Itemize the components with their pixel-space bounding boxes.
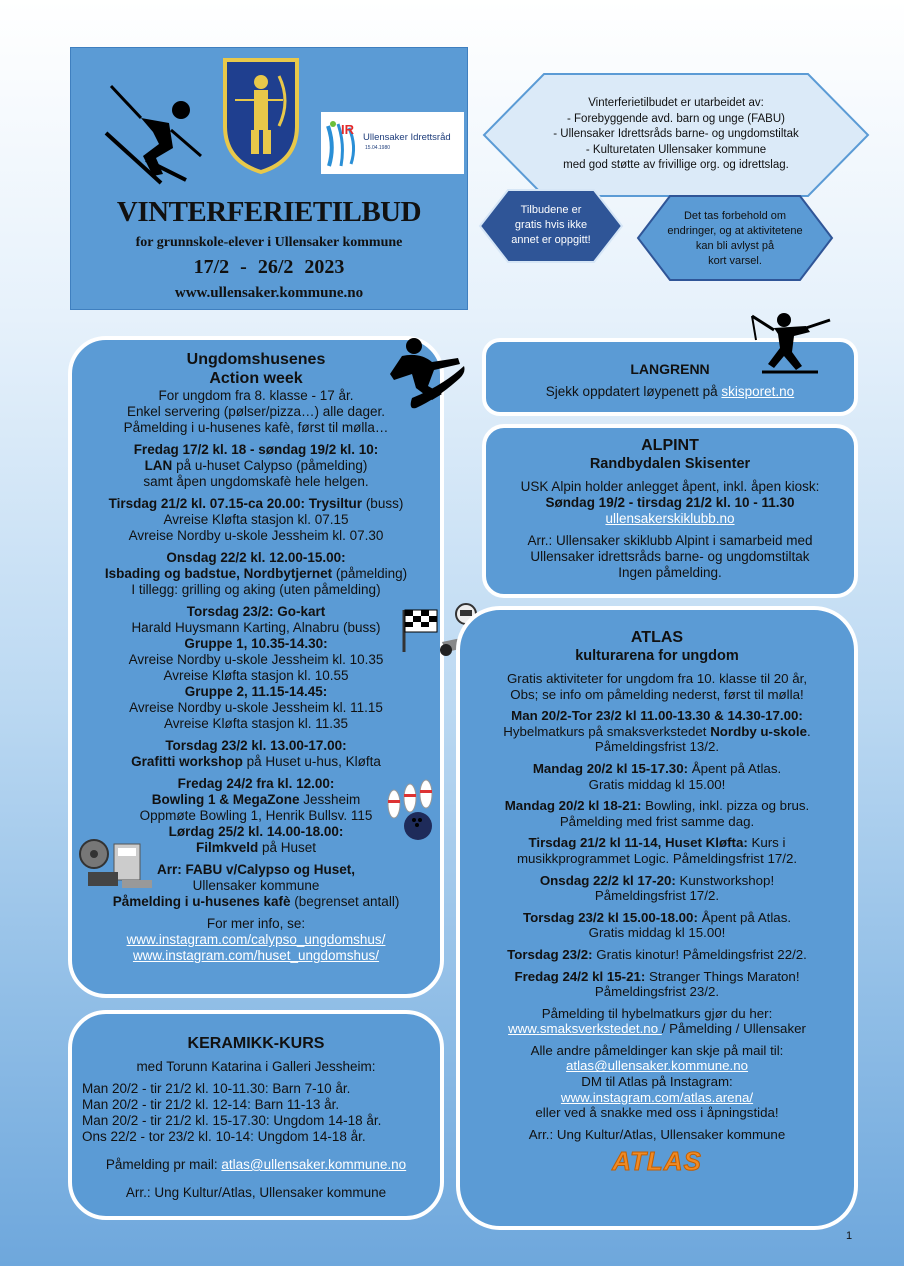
event-line [72, 566, 440, 582]
event-line [460, 724, 854, 740]
event-bold: Isbading og badstue, Nordbytjernet [104, 566, 333, 581]
event-heading: Mandag 20/2 kl 15-17.30: [532, 760, 689, 776]
event-line: Avreise Nordby u-skole Jessheim kl. 10.35 [128, 652, 384, 667]
event-text: (buss) [362, 496, 404, 511]
smaksverkstedet-link[interactable]: www.smaksverkstedet.no [508, 1021, 662, 1037]
info-organizers-hexagon [482, 72, 870, 198]
snowboarder-icon [372, 336, 466, 414]
bowling-icon [382, 776, 442, 842]
keramikk-panel [68, 1010, 444, 1220]
event-text: Kurs i [747, 835, 786, 851]
event-line: Påmeldingsfrist 17/2. [594, 888, 720, 904]
page-title: VINTERFERIETILBUD [116, 196, 422, 228]
event-line: Avreise Nordby u-skole Jessheim kl. 11.15 [129, 700, 383, 715]
panel-subtitle: med Torunn Katarina i Galleri Jessheim: [136, 1059, 376, 1074]
event-heading: Fredag 24/2 kl 15-21: [514, 968, 646, 984]
intro-line: Enkel servering (pølser/pizza…) alle dager. [126, 404, 386, 419]
info-line: annet er oppgitt! [511, 234, 591, 246]
panel-title: LANGRENN [630, 361, 710, 377]
alpint-panel [482, 424, 858, 598]
event-line: Avreise Kløfta stasjon kl. 07.15 [163, 512, 349, 527]
event-line: musikkprogrammet Logic. Påmeldingsfrist 17/2. [516, 850, 798, 866]
event-text: på Huset [258, 840, 317, 855]
calypso-instagram-link[interactable]: www.instagram.com/calypso_ungdomshus/ [126, 932, 386, 947]
panel-title: Action week [209, 370, 303, 387]
organizer-line [72, 894, 440, 910]
idrettsrad-figures-icon [323, 116, 363, 170]
event-heading: Tirsdag 21/2 kl. 07.15-ca 20.00: Trysiltur [108, 496, 363, 511]
event-text: (begrenset antall) [290, 894, 400, 909]
event-line: samt åpen ungdomskafè hele helgen. [143, 474, 369, 489]
alpint-hours: Søndag 19/2 - tirsdag 21/2 kl. 10 - 11.30 [545, 495, 795, 510]
atlas-email-link[interactable]: atlas@ullensaker.kommune.no [565, 1058, 749, 1074]
event-bold: LAN [144, 458, 173, 473]
event-line [72, 496, 440, 512]
page-subtitle: for grunnskole-elever i Ullensaker kommune [135, 235, 403, 250]
svg-text:IR: IR [341, 122, 354, 137]
event-heading: Gruppe 2, 11.15-14.45: [184, 684, 328, 699]
event-text: Åpent på Atlas. [697, 909, 792, 925]
header-banner [70, 47, 468, 310]
event-text: (påmelding) [332, 566, 408, 581]
event-bold: Grafitti workshop [131, 754, 243, 769]
panel-title: ALPINT [641, 437, 699, 454]
signup-line: Alle andre påmeldinger kan skje på mail til: [530, 1042, 784, 1058]
event-line [460, 947, 854, 963]
signup-line: eller ved å snakke med oss i åpningstida! [535, 1105, 779, 1121]
langrenn-text: Sjekk oppdatert løypenett på [545, 384, 722, 399]
course-row: Man 20/2 - tir 21/2 kl. 15-17.30: Ungdom 14-18 år. [82, 1113, 382, 1128]
intro-line: Obs; se info om påmelding nederst, først til mølla! [510, 686, 804, 702]
film-projector-icon [78, 836, 158, 892]
event-line [460, 910, 854, 926]
event-line: Påmelding med frist samme dag. [559, 813, 755, 829]
course-row: Ons 22/2 - tor 23/2 kl. 10-14: Ungdom 14-18 år. [82, 1129, 366, 1144]
signup-label: Påmelding pr mail: [105, 1157, 222, 1172]
info-free-hexagon [478, 188, 624, 264]
panel-subtitle: Randbydalen Skisenter [589, 456, 751, 472]
event-heading: Fredag 17/2 kl. 18 - søndag 19/2 kl. 10: [133, 442, 379, 457]
panel-title: Ungdomshusenes [186, 351, 326, 368]
event-bold: Bowling 1 & MegaZone [151, 792, 300, 807]
page-number: 1 [846, 1230, 853, 1242]
cross-country-skier-icon [744, 310, 834, 376]
event-line: Påmeldingsfrist 13/2. [594, 739, 720, 755]
info-line: med god støtte av frivillige org. og idrettslag. [563, 159, 789, 171]
event-text: på u-huset Calypso (påmelding) [172, 458, 368, 473]
event-line: I tillegg: grilling og aking (uten påmelding) [131, 582, 381, 597]
more-info-line: For mer info, se: [206, 916, 306, 931]
intro-line: For ungdom fra 8. klasse - 17 år. [158, 388, 354, 403]
website-url[interactable]: www.ullensaker.kommune.no [174, 285, 364, 301]
organizer-line: Arr.: Ullensaker skiklubb Alpint i samarbeid med [527, 533, 813, 548]
event-heading: Onsdag 22/2 kl. 12.00-15.00: [166, 550, 346, 565]
info-line: Vinterferietilbudet er utarbeidet av: [588, 97, 764, 109]
idrettsrad-logo-year: 15.04.1980 [365, 145, 391, 151]
info-reservation-hexagon [636, 194, 834, 282]
event-text: på Huset u-hus, Kløfta [242, 754, 381, 769]
event-line [72, 458, 440, 474]
event-line: Gratis middag kl 15.00! [588, 925, 726, 941]
info-line: Det tas forbehold om [683, 210, 787, 222]
info-line: gratis hvis ikke [514, 219, 588, 231]
skiklubb-link[interactable]: ullensakerskiklubb.no [605, 511, 735, 526]
event-line [460, 873, 854, 889]
event-text: Hybelmatkurs på smaksverkstedet [503, 723, 711, 739]
intro-line: Påmelding i u-husenes kafè, først til mølla… [123, 420, 389, 435]
organizer-line: Ullensaker idrettsråds barne- og ungdomstiltak [530, 549, 810, 564]
skier-icon [101, 78, 211, 188]
atlas-instagram-link[interactable]: www.instagram.com/atlas.arena/ [560, 1089, 754, 1105]
info-line: kort varsel. [708, 255, 762, 267]
event-text: Kunstworkshop! [675, 872, 775, 888]
info-line: - Forebyggende avd. barn og unge (FABU) [567, 112, 785, 125]
ungdomshus-panel [68, 336, 444, 998]
event-bold: Filmkveld [195, 840, 259, 855]
event-line [460, 969, 854, 985]
event-heading: Gruppe 1, 10.35-14.30: [184, 636, 328, 651]
event-line: Gratis middag kl 15.00! [588, 776, 726, 792]
event-line: Avreise Kløfta stasjon kl. 10.55 [163, 668, 349, 683]
event-bold: Påmelding i u-husenes kafè [112, 894, 291, 909]
organizer-line: Ingen påmelding. [618, 565, 722, 580]
panel-title: KERAMIKK-KURS [187, 1035, 325, 1052]
info-line: Tilbudene er [520, 204, 582, 216]
event-text: Gratis kinotur! Påmeldingsfrist 22/2. [592, 946, 807, 962]
info-line: kan bli avlyst på [695, 240, 775, 252]
event-heading: Torsdag 23/2: [507, 946, 593, 962]
event-line: Avreise Nordby u-skole Jessheim kl. 07.30 [128, 528, 384, 543]
event-heading: Lørdag 25/2 kl. 14.00-18.00: [168, 824, 344, 839]
atlas-logo: ATLAS [612, 1146, 702, 1177]
event-heading: Onsdag 22/2 kl 17-20: [539, 872, 676, 888]
organizer-line: Arr.: Ung Kultur/Atlas, Ullensaker kommune [125, 1185, 387, 1200]
event-heading: Fredag 24/2 fra kl. 12.00: [177, 776, 335, 791]
huset-instagram-link[interactable]: www.instagram.com/huset_ungdomshus/ [132, 948, 380, 963]
checkered-flag-icon [400, 606, 440, 654]
event-line: Oppmøte Bowling 1, Henrik Bullsv. 115 [139, 808, 373, 823]
signup-email-link[interactable]: atlas@ullensaker.kommune.no [221, 1157, 407, 1172]
idrettsrad-logo-text: Ullensaker Idrettsråd [363, 132, 451, 143]
event-line: Avreise Kløfta stasjon kl. 11.35 [163, 716, 349, 731]
event-heading: Torsdag 23/2: Go-kart [186, 604, 326, 619]
organizer-line: Ullensaker kommune [192, 878, 320, 893]
event-heading: Torsdag 23/2 kl. 13.00-17.00: [165, 738, 347, 753]
event-line [460, 761, 854, 777]
event-text: Åpent på Atlas. [688, 760, 782, 776]
coat-of-arms-icon [221, 56, 301, 176]
organizer-line: Arr.: Ung Kultur/Atlas, Ullensaker kommune [528, 1126, 786, 1142]
skisporet-link[interactable]: skisporet.no [721, 384, 795, 399]
event-text: Bowling, inkl. pizza og brus. [641, 798, 810, 814]
event-line [460, 835, 854, 851]
panel-title: ATLAS [630, 629, 684, 646]
event-text: . [807, 723, 811, 739]
info-line: - Ullensaker Idrettsråds barne- og ungdomstiltak [553, 128, 799, 140]
course-row: Man 20/2 - tir 21/2 kl. 12-14: Barn 11-13 år. [82, 1097, 340, 1112]
signup-line: DM til Atlas på Instagram: [581, 1074, 733, 1090]
idrettsrad-logo [321, 112, 464, 174]
signup-path: / Påmelding / Ullensaker [661, 1021, 806, 1037]
alpint-line: USK Alpin holder anlegget åpent, inkl. åpen kiosk: [520, 479, 820, 494]
event-bold: Nordby u-skole [710, 723, 807, 739]
info-line: - Kulturetaten Ullensaker kommune [585, 143, 767, 156]
event-heading: Mandag 20/2 kl 18-21: [504, 798, 642, 814]
event-line: Påmeldingsfrist 23/2. [594, 984, 720, 1000]
date-range: 17/2 - 26/2 2023 [193, 256, 345, 278]
event-line: Harald Huysmann Karting, Alnabru (buss) [131, 620, 381, 635]
event-text: Jessheim [299, 792, 361, 807]
event-line [460, 798, 854, 814]
event-line [72, 754, 440, 770]
organizer-line: Arr: FABU v/Calypso og Huset, [156, 862, 356, 877]
event-heading: Torsdag 23/2 kl 15.00-18.00: [522, 909, 698, 925]
panel-subtitle: kulturarena for ungdom [575, 648, 739, 664]
course-row: Man 20/2 - tir 21/2 kl. 10-11.30: Barn 7-10 år. [82, 1081, 351, 1096]
intro-line: Gratis aktiviteter for ungdom fra 10. klasse til 20 år, [506, 671, 808, 686]
signup-line: Påmelding til hybelmatkurs gjør du her: [541, 1005, 773, 1021]
event-heading: Tirsdag 21/2 kl 11-14, Huset Kløfta: [528, 835, 748, 851]
atlas-panel [456, 606, 858, 1230]
event-heading: Man 20/2-Tor 23/2 kl 11.00-13.30 & 14.30-17.00: [511, 708, 803, 724]
event-text: Stranger Things Maraton! [645, 968, 800, 984]
info-line: endringer, og at aktivitetene [667, 225, 803, 237]
